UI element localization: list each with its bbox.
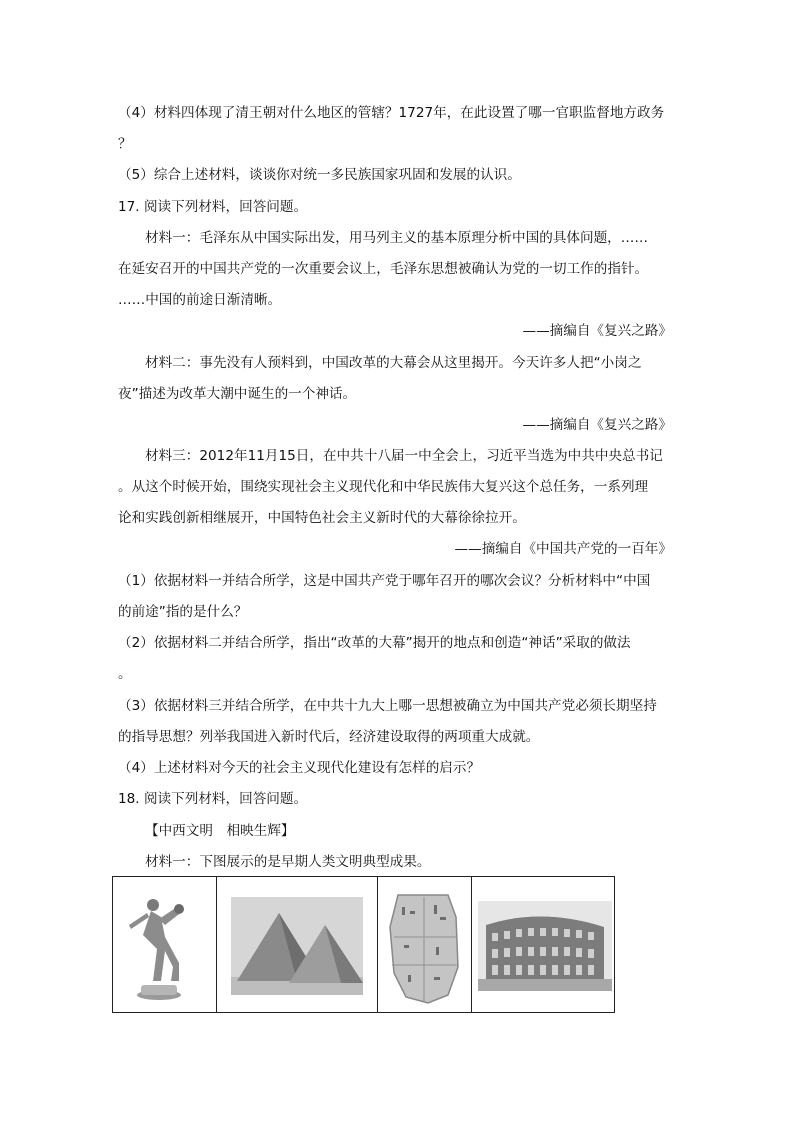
q17-material3-line1: 材料三：2012年11月15日，在中共十八届一中全会上，习近平当选为中共中央总书记 <box>145 448 663 464</box>
q17-sub1-line1: （1）依据材料一并结合所学，这是中国共产党于哪年召开的哪次会议？分析材料中“中国 <box>118 573 651 589</box>
q17-sub2-line2: 。 <box>118 666 132 682</box>
q16-part4-line2: ？ <box>118 136 132 152</box>
egyptian-pyramids-image <box>217 877 377 1012</box>
q17-material2-line1: 材料二：事先没有人预料到，中国改革的大幕会从这里揭开。今天许多人把“小岗之 <box>145 355 642 371</box>
q17-material3-source: ——摘编自《中国共产党的一百年》 <box>454 541 672 557</box>
q18-material1: 材料一：下图展示的是早期人类文明典型成果。 <box>145 854 431 870</box>
q17-material2-source: ——摘编自《复兴之路》 <box>522 417 672 433</box>
q17-sub1-line2: 的前途”指的是什么？ <box>118 604 248 620</box>
pyramids-cell <box>217 877 378 1013</box>
q17-sub2-line1: （2）依据材料二并结合所学，指出“改革的大幕”揭开的地点和创造“神话”采取的做法 <box>118 635 631 651</box>
discobolus-statue-image <box>113 877 216 1012</box>
discobolus-cell <box>113 877 217 1013</box>
colosseum-cell <box>472 877 615 1013</box>
oracle-bone-cell <box>378 877 472 1013</box>
q17-material1-line1: 材料一：毛泽东从中国实际出发，用马列主义的基本原理分析中国的具体问题，…… <box>145 230 648 246</box>
q17-sub4: （4）上述材料对今天的社会主义现代化建设有怎样的启示？ <box>118 760 481 776</box>
q16-part5: （5）综合上述材料，谈谈你对统一多民族国家巩固和发展的认识。 <box>118 167 521 183</box>
q17-material1-line3: ……中国的前途日渐清晰。 <box>118 292 282 308</box>
q17-title: 17. 阅读下列材料，回答问题。 <box>118 199 308 215</box>
q17-material3-line2: 。从这个时候开始，围绕实现社会主义现代化和中华民族伟大复兴这个总任务，一系列理 <box>118 479 649 495</box>
q17-sub3-line1: （3）依据材料三并结合所学，在中共十九大上哪一思想被确立为中国共产党必须长期坚持 <box>118 698 657 714</box>
oracle-bone-turtle-shell-image <box>378 877 471 1012</box>
q17-material1-source: ——摘编自《复兴之路》 <box>522 323 672 339</box>
q18-heading: 【中西文明 相映生辉】 <box>145 823 295 839</box>
q17-material3-line3: 论和实践创新相继展开，中国特色社会主义新时代的大幕徐徐拉开。 <box>118 510 526 526</box>
q17-sub3-line2: 的指导思想？列举我国进入新时代后，经济建设取得的两项重大成就。 <box>118 729 540 745</box>
civilization-image-table <box>112 876 615 1013</box>
roman-colosseum-image <box>472 877 615 1012</box>
q18-title: 18. 阅读下列材料，回答问题。 <box>118 791 308 807</box>
q16-part4-line1: （4）材料四体现了清王朝对什么地区的管辖？1727年，在此设置了哪一官职监督地方政务 <box>118 105 665 121</box>
q17-material2-line2: 夜”描述为改革大潮中诞生的一个神话。 <box>118 386 357 402</box>
q17-material1-line2: 在延安召开的中国共产党的一次重要会议上，毛泽东思想被确认为党的一切工作的指针。 <box>118 261 649 277</box>
